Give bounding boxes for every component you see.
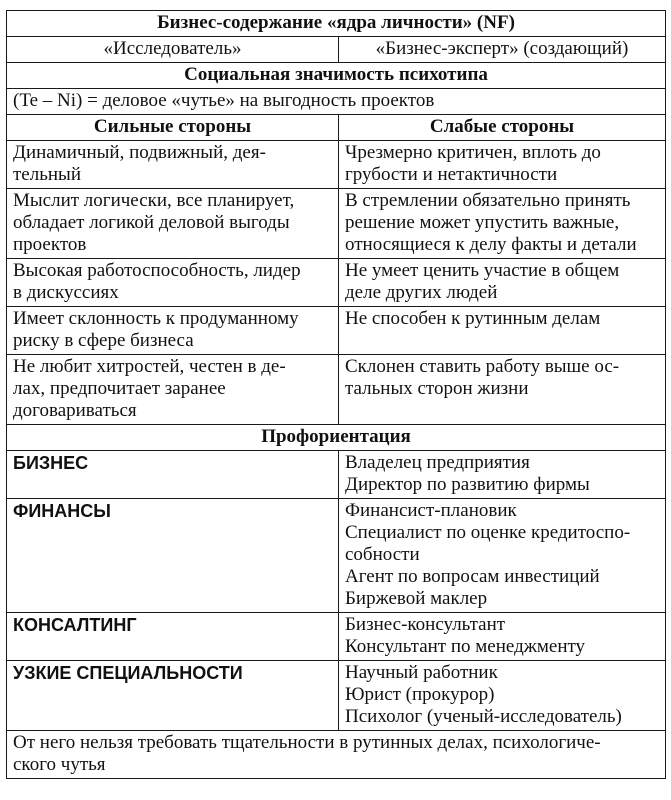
weak-line: грубости и нетактичности	[345, 164, 558, 185]
weak-cell	[339, 189, 666, 259]
strong-cell	[7, 141, 339, 189]
job-line: Бизнес-консультант	[345, 614, 506, 635]
career-jobs	[339, 661, 666, 731]
career-heading-row	[7, 425, 666, 451]
weak-line: тальных сторон жизни	[345, 378, 529, 399]
job-line: Биржевой маклер	[345, 588, 488, 609]
career-sphere: ФИНАНСЫ	[7, 499, 339, 613]
note-row	[7, 731, 666, 779]
career-row	[7, 499, 666, 613]
social-text: (Te – Ni) = деловое «чутье» на выгодность проектов	[7, 89, 666, 115]
job-line: Консультант по менеджменту	[345, 636, 586, 657]
weak-line: Не умеет ценить участие в общем	[345, 260, 620, 281]
social-heading-row	[7, 63, 666, 89]
trait-row	[7, 259, 666, 307]
career-row	[7, 613, 666, 661]
career-sphere: БИЗНЕС	[7, 451, 339, 499]
note-line: ского чутья	[13, 754, 106, 775]
strong-line: Не любит хитростей, честен в де-	[13, 356, 286, 377]
weak-line: Склонен ставить работу выше ос-	[345, 356, 620, 377]
note-line: От него нельзя требовать тщательности в рутинных делах, психологиче-	[13, 732, 601, 753]
career-body	[7, 451, 666, 731]
header-right: «Бизнес-эксперт» (создающий)	[339, 37, 666, 63]
strong-line: риску в сфере бизнеса	[13, 330, 194, 351]
weak-cell	[339, 307, 666, 355]
strong-line: лах, предпочитает заранее	[13, 378, 226, 399]
strong-line: Динамичный, подвижный, дея-	[13, 142, 266, 163]
career-jobs	[339, 451, 666, 499]
social-text-row	[7, 89, 666, 115]
strong-line: проектов	[13, 234, 87, 255]
strong-cell	[7, 307, 339, 355]
job-line: Директор по развитию фирмы	[345, 474, 590, 495]
job-line: Научный работник	[345, 662, 498, 683]
job-line: Психолог (ученый-исследователь)	[345, 706, 622, 727]
career-jobs	[339, 499, 666, 613]
strong-line: договариваться	[13, 400, 137, 421]
title-row	[7, 11, 666, 37]
strong-line: в дискуссиях	[13, 282, 119, 303]
strong-heading: Сильные стороны	[7, 115, 339, 141]
job-line: Специалист по оценке кредитоспо-	[345, 522, 631, 543]
job-line: собности	[345, 544, 420, 565]
psychotype-table	[6, 10, 666, 779]
weak-cell	[339, 355, 666, 425]
trait-row	[7, 355, 666, 425]
job-line: Финансист-плановик	[345, 500, 517, 521]
career-sphere: КОНСАЛТИНГ	[7, 613, 339, 661]
traits-heading-row	[7, 115, 666, 141]
strong-cell	[7, 189, 339, 259]
strong-cell	[7, 355, 339, 425]
social-heading: Социальная значимость психотипа	[7, 63, 666, 89]
career-jobs	[339, 613, 666, 661]
trait-row	[7, 141, 666, 189]
weak-line: Чрезмерно критичен, вплоть до	[345, 142, 601, 163]
trait-row	[7, 189, 666, 259]
strong-line: тельный	[13, 164, 81, 185]
strong-cell	[7, 259, 339, 307]
strong-line: Имеет склонность к продуманному	[13, 308, 299, 329]
job-line: Агент по вопросам инвестиций	[345, 566, 600, 587]
table-title: Бизнес-содержание «ядра личности» (NF)	[7, 11, 666, 37]
career-sphere: УЗКИЕ СПЕЦИАЛЬНОСТИ	[7, 661, 339, 731]
trait-row	[7, 307, 666, 355]
career-heading: Профориентация	[7, 425, 666, 451]
strong-line: Мыслит логически, все планирует,	[13, 190, 295, 211]
note-text	[7, 731, 666, 779]
weak-line: Не способен к рутинным делам	[345, 308, 601, 329]
weak-line: деле других людей	[345, 282, 498, 303]
weak-cell	[339, 259, 666, 307]
career-row	[7, 661, 666, 731]
strong-line: обладает логикой деловой выгоды	[13, 212, 290, 233]
weak-heading: Слабые стороны	[339, 115, 666, 141]
header-row	[7, 37, 666, 63]
traits-body	[7, 141, 666, 425]
weak-line: В стремлении обязательно принять	[345, 190, 631, 211]
weak-line: решение может упустить важные,	[345, 212, 620, 233]
weak-line: относящиеся к делу факты и детали	[345, 234, 637, 255]
career-row	[7, 451, 666, 499]
strong-line: Высокая работоспособность, лидер	[13, 260, 301, 281]
header-left: «Исследователь»	[7, 37, 339, 63]
job-line: Владелец предприятия	[345, 452, 530, 473]
weak-cell	[339, 141, 666, 189]
job-line: Юрист (прокурор)	[345, 684, 495, 705]
